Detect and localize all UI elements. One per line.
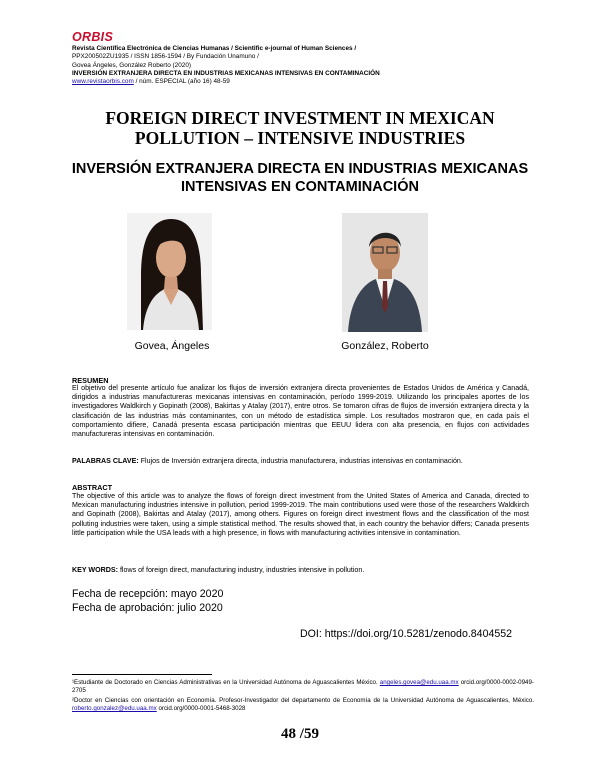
portrait-woman — [127, 213, 212, 330]
footnote-1-orcid: orcid.org/0000-0002-0949-2705 — [72, 679, 534, 694]
author-name-gonzalez: González, Roberto — [341, 340, 429, 352]
approved-date: Fecha de aprobación: julio 2020 — [72, 602, 223, 614]
keywords-en: flows of foreign direct, manufacturing industry, industries intensive in pollution. — [117, 566, 365, 574]
footnote-2-text: ²Doctor en Ciencias con orientación en Economía. Profesor-Investigador del departamento de Economía de la Universidad Autónoma de Aguascalientes, México. — [72, 697, 534, 704]
footnote-1-text: ¹Estudiante de Doctorado en Ciencias Administrativas en la Universidad Autónoma de Aguascalientes México. — [72, 679, 378, 686]
journal-name: ORBIS — [72, 30, 114, 44]
header-line-issn: PPX200502ZU1935 / ISSN 1856-1594 / By Fundación Unamuno / — [72, 53, 259, 61]
abstract-keywords — [72, 566, 529, 575]
doi[interactable]: DOI: https://doi.org/10.5281/zenodo.8404552 — [300, 628, 513, 640]
header-line-journal-subtitle: Revista Científica Electrónica de Ciencias Humanas / Scientific e-journal of Human Sciences / — [72, 45, 357, 52]
abstract-body: The objective of this article was to analyze the flows of foreign direct investment from the United States of America and Canada, directed to Mexican manufacturing industries intensive in pollution, period 1999-2019. The main contributions used were those of the researchers Waldkirch and Gopinath (2008), Bakirtas and Atalay (2017), among others. Figures on foreign direct investment flows and the classification of the most polluting industries were taken, using a simple statistical method. The results showed that, in each country the behavior differs; Canada presents little participation while the USA leads with a high presence, in flows with manufacturing activities intensive in contamination. — [72, 492, 529, 537]
footnote-1 — [72, 679, 534, 695]
journal-website-link[interactable]: www.revistaorbis.com — [72, 78, 134, 86]
received-date: Fecha de recepción: mayo 2020 — [72, 588, 224, 600]
header-line-citation: Govea Ángeles, González Roberto (2020) — [72, 61, 192, 69]
footnote-2 — [72, 697, 534, 713]
resumen-body: El objetivo del presente artículo fue analizar los flujos de inversión extranjera directa provenientes de Estados Unidos de América y Canadá, dirigidos a industrias manufactureras mexicanas intensivas en contaminación, período 1999-2019. Utilizando los principales aportes de los investigadores Waldkirch y Gopinath (2008), Bakirtas y Atalay (2017), entre otros. Se tomaron cifras de flujos de inversión extranjera directa y la clasificación de las industrias más contaminantes, con un método de estadística simple. Los resultados mostraron que, en cada país el comportamiento difiere, Canadá presenta escasa participación mientras que EEUU lidera con alta presencia, en flujos con actividades manufactureras intensivas en contaminación. — [72, 384, 529, 439]
resumen-keywords — [72, 457, 529, 466]
abstract-heading: ABSTRACT — [72, 483, 113, 492]
journal-header — [72, 45, 552, 95]
author-name-govea: Govea, Ángeles — [134, 340, 210, 352]
title-spanish: INVERSIÓN EXTRANJERA DIRECTA EN INDUSTRIAS MEXICANAS INTENSIVAS EN CONTAMINACIÓN — [71, 161, 529, 195]
footnote-2-email[interactable]: roberto.gonzalez@edu.uaa.mx — [72, 705, 157, 712]
author-photo-gonzalez — [342, 213, 428, 332]
portrait-man — [342, 213, 428, 332]
issue-info: / núm. ESPECIAL (año 16) 48-59 — [133, 78, 230, 86]
title-english: FOREIGN DIRECT INVESTMENT IN MEXICAN POLLUTION – INTENSIVE INDUSTRIES — [105, 108, 495, 148]
header-line-article-title: INVERSIÓN EXTRANJERA DIRECTA EN INDUSTRIAS MEXICANAS INTENSIVAS EN CONTAMINACIÓN — [72, 69, 380, 77]
author-photo-govea — [127, 213, 212, 330]
footnote-divider — [72, 674, 212, 675]
keywords-label-es: PALABRAS CLAVE: — [72, 457, 139, 465]
header-line-issue — [72, 78, 230, 86]
footnote-2-orcid: orcid.org/0000-0001-5468-3028 — [156, 705, 246, 712]
keywords-label-en: KEY WORDS: — [72, 566, 118, 574]
keywords-es: Flujos de Inversión extranjera directa, industria manufacturera, industrias intensivas en contaminación. — [138, 457, 463, 465]
footnote-1-email[interactable]: angeles.govea@edu.uaa.mx — [379, 679, 459, 686]
page-number: 48 /59 — [281, 726, 319, 742]
resumen-heading: RESUMEN — [72, 376, 109, 385]
